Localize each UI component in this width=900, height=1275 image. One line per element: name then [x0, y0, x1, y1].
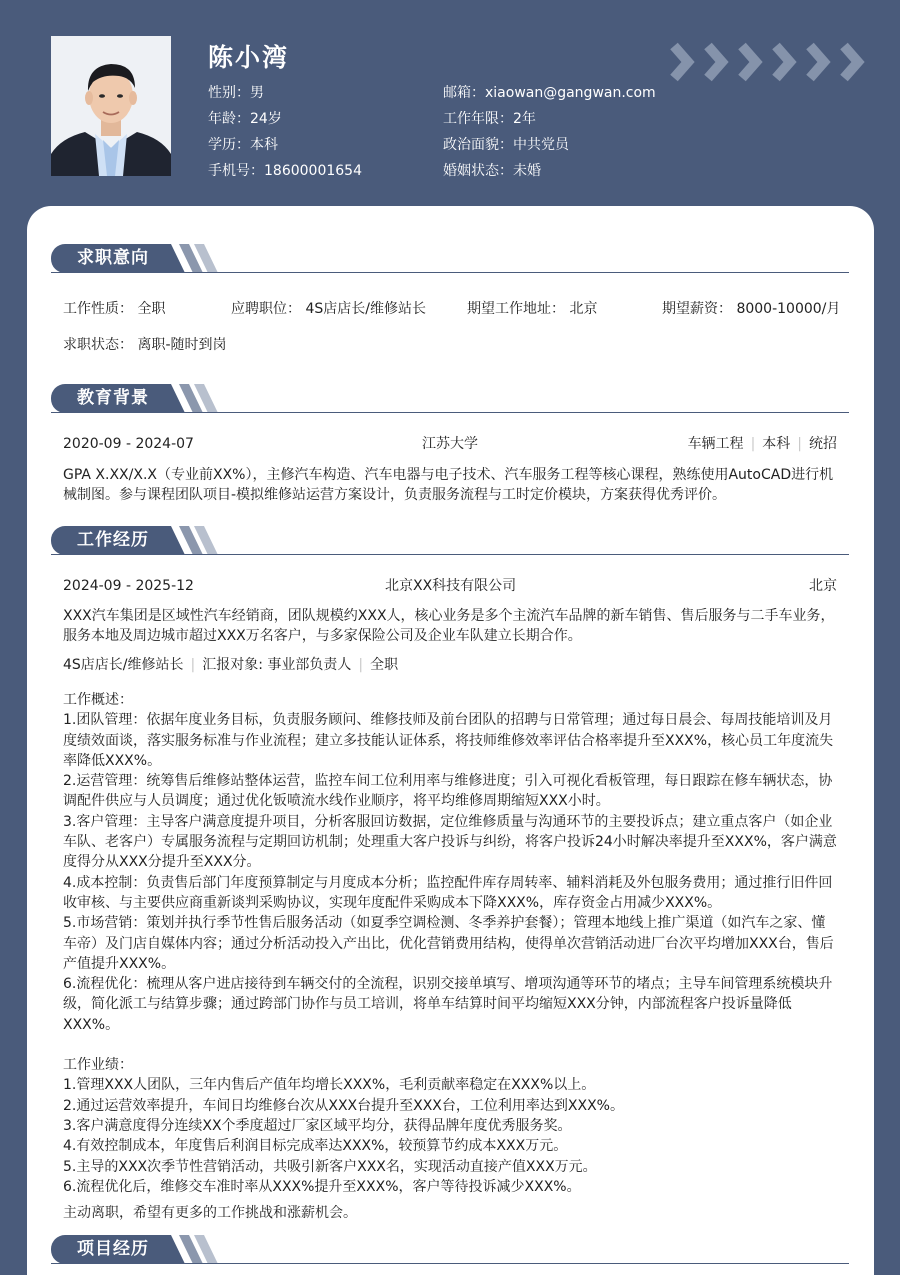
candidate-name: 陈小湾	[208, 43, 290, 72]
work-leave-reason: 主动离职，希望有更多的工作挑战和涨薪机会。	[63, 1205, 357, 1222]
work-achievement-item: 5.主导的XXX次季节性营销活动，共吸引新客户XXX名，实现活动直接产值XXX万元。	[63, 1158, 597, 1175]
work-achievement-item: 1.管理XXX人团队，三年内售后产值年均增长XXX%，毛利贡献率稳定在XXX%以上。	[63, 1077, 596, 1094]
info-phone: 手机号：18600001654	[208, 163, 362, 179]
info-age: 年龄：24岁	[208, 111, 282, 127]
section-label: 工作经历	[77, 530, 149, 550]
education-major: 车辆工程	[687, 436, 744, 452]
education-description: GPA X.XX/X.X（专业前XX%），主修汽车构造、汽车电器与电子技术、汽车服务工程等核心课程，熟练使用AutoCAD进行机械制图。参与课程团队项目-模拟维修站运营方案设计，负责服务流程与工时定价模块，方案获得优秀评价。	[63, 467, 834, 504]
section-rule	[51, 554, 849, 555]
spacer	[63, 1035, 839, 1055]
info-work-years: 工作年限：2年	[443, 111, 536, 127]
work-achievement-item: 2.通过运营效率提升，车间日均维修台次从XXX台提升至XXX台，工位利用率达到XXX%。	[63, 1097, 624, 1114]
intent-status: 求职状态： 离职-随时到岗	[63, 337, 227, 353]
work-overview-item: 2.运营管理：统筹售后维修站整体运营，监控车间工位利用率与维修进度；引入可视化看板管理，每日跟踪在修车辆状态，协调配件供应与人员调度；通过优化钣喷流水线作业顺序，将平均维修周期缩短XXX小时。	[63, 773, 833, 810]
work-report-to: 汇报对象: 事业部负责人	[202, 657, 352, 673]
tag-divider: |	[750, 436, 756, 452]
work-overview-item: 4.成本控制：负责售后部门年度预算制定与月度成本分析；监控配件库存周转率、辅料消耗及外包服务费用；通过推行旧件回收审核、与主要供应商重新谈判采购协议，实现年度配件采购成本下降XXX%，库存资金占用减少XXX%。	[63, 874, 833, 911]
info-marital-status: 婚姻状态：未婚	[443, 163, 541, 179]
intent-position: 应聘职位： 4S店店长/维修站长	[231, 301, 426, 317]
work-type: 全职	[370, 657, 399, 673]
work-achievements-label: 工作业绩：	[63, 1057, 133, 1074]
section-rule	[51, 272, 849, 273]
info-education: 学历：本科	[208, 137, 278, 153]
tag-divider: |	[358, 657, 364, 673]
education-tags	[688, 434, 837, 454]
work-overview-item: 5.市场营销：策划并执行季节性售后服务活动（如夏季空调检测、冬季养护套餐）；管理本地线上推广渠道（如汽车之家、懂车帝）及门店自媒体内容；通过分析活动投入产出比，优化营销费用结构，使得单次营销活动进厂台次平均增加XXX台，售后产值提升XXX%。	[63, 915, 834, 972]
section-title-job-intent	[51, 244, 849, 276]
tag-divider: |	[190, 657, 196, 673]
work-overview-item: 1.团队管理：依据年度业务目标，负责服务顾问、维修技师及前台团队的招聘与日常管理；通过每日晨会、每周技能培训及月度绩效面谈，落实服务标准与作业流程；建立多技能认证体系，将技师维修效率评估合格率提升至XXX%，核心员工年度流失率降低XXX%。	[63, 712, 834, 769]
section-rule	[51, 1263, 849, 1264]
person-photo-icon	[51, 36, 171, 176]
work-company: 北京XX科技有限公司	[385, 578, 517, 594]
work-achievement-item: 4.有效控制成本，年度售后利润目标完成率达XXX%，较预算节约成本XXX万元。	[63, 1138, 568, 1155]
section-label: 教育背景	[77, 388, 149, 408]
work-overview-item: 3.客户管理：主导客户满意度提升项目，分析客服回访数据，定位维修质量与沟通环节的主要投诉点；建立重点客户（如企业车队、老客户）专属服务流程与定期回访机制；处理重大客户投诉与纠纷，将客户投诉24小时解决率提升至XXX%，客户满意度得分从XXX分提升至XXX分。	[63, 813, 837, 871]
section-label: 项目经历	[77, 1239, 149, 1259]
section-label: 求职意向	[77, 248, 149, 268]
work-city: 北京	[809, 578, 837, 594]
info-email: 邮箱：xiaowan@gangwan.com	[443, 85, 656, 101]
education-period: 2020-09 - 2024-07	[63, 436, 194, 452]
work-role: 4S店店长/维修站长	[63, 657, 184, 673]
work-achievement-item: 3.客户满意度得分连续XX个季度超过厂家区域平均分，获得品牌年度优秀服务奖。	[63, 1117, 572, 1134]
resume-header	[0, 0, 900, 220]
info-political-status: 政治面貌：中共党员	[443, 137, 569, 153]
work-overview-label: 工作概述：	[63, 692, 133, 708]
info-gender: 性别：男	[208, 85, 264, 101]
profile-photo	[51, 36, 171, 176]
work-overview-item: 6.流程优化：梳理从客户进店接待到车辆交付的全流程，识别交接单填写、增项沟通等环节的堵点；主导车间管理系统模块升级，简化派工与结算步骤；通过跨部门协作与员工培训，将单车结算时间平均缩短XXX分钟，内部流程客户投诉量降低XXX%。	[63, 976, 833, 1033]
intent-job-type: 工作性质： 全职	[63, 301, 166, 317]
education-enrollment: 统招	[809, 436, 837, 452]
section-title-education	[51, 384, 849, 416]
work-overview-block	[63, 690, 839, 1223]
education-degree: 本科	[762, 436, 791, 452]
section-rule	[51, 412, 849, 413]
work-period: 2024-09 - 2025-12	[63, 578, 194, 594]
tag-divider: |	[797, 436, 802, 452]
intent-salary: 期望薪资： 8000-10000/月	[662, 301, 841, 317]
work-tags	[63, 655, 398, 675]
work-company-intro: XXX汽车集团是区域性汽车经销商，团队规模约XXX人，核心业务是多个主流汽车品牌的新车销售、售后服务与二手车业务，服务本地及周边城市超过XXX万名客户，与多家保险公司及企业车队建立长期合作。	[63, 608, 835, 645]
education-school: 江苏大学	[422, 436, 478, 452]
work-achievement-item: 6.流程优化后，维修交车准时率从XXX%提升至XXX%，客户等待投诉减少XXX%。	[63, 1178, 581, 1195]
intent-location: 期望工作地址： 北京	[467, 301, 598, 317]
section-title-work	[51, 526, 849, 558]
personal-info-grid	[208, 80, 678, 184]
section-title-projects	[51, 1235, 849, 1267]
chevron-decoration-icon	[666, 42, 872, 82]
